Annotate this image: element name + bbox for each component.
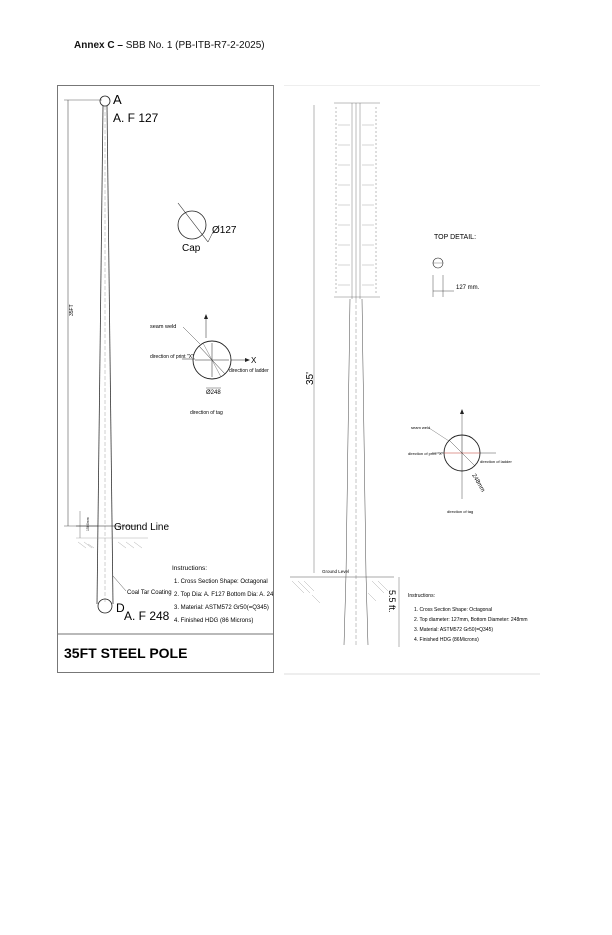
right-ladder-direction-label: direction of ladder: [480, 459, 512, 464]
right-instruction-item-1: 1. Cross Section Shape: Octagonal: [414, 607, 493, 613]
ground-level-label: Ground Level: [322, 569, 350, 574]
page-header: [74, 40, 265, 51]
right-instruction-item-3: 3. Material: ASTM572 Gr50(=Q345): [414, 627, 494, 633]
section-diameter-label: Ø248: [206, 390, 221, 396]
reference-number: SBB No. 1 (PB-ITB-R7-2-2025): [125, 40, 265, 51]
ground-line-label: Ground Line: [114, 522, 170, 533]
right-tag-arrow-head: [460, 409, 464, 414]
annex-label: Annex C: [74, 40, 115, 51]
right-instructions-title: Instructions:: [408, 593, 435, 599]
x-axis-label: X: [251, 356, 257, 365]
right-seam-weld-leader: [429, 428, 449, 441]
bottom-point-label: D: [116, 601, 125, 615]
right-seam-weld-label: seam weld: [411, 425, 431, 430]
cap-circle: [178, 211, 206, 239]
instruction-item-1: 1. Cross Section Shape: Octagonal: [174, 579, 268, 585]
right-instruction-item-2: 2. Top diameter: 127mm, Bottom Diameter: 248mm: [414, 617, 528, 623]
right-drawing-canvas: [284, 85, 540, 675]
pole-lower-shaft: [344, 299, 368, 645]
tag-direction-label: direction of tag: [190, 410, 223, 416]
pole-left-edge: [97, 106, 103, 604]
right-soil-hatching: [292, 581, 388, 603]
drawing-title: 35FT STEEL POLE: [64, 645, 188, 661]
cap-diameter-label: Ø127: [212, 225, 237, 236]
coating-label: Coal Tar Coating: [127, 590, 172, 596]
ladder-direction-label: direction of ladder: [229, 368, 269, 374]
top-detail-dim-label: 127 mm.: [456, 285, 480, 291]
seam-weld-leader: [183, 327, 200, 344]
left-drawing-canvas: [58, 86, 273, 672]
bottom-diameter-label: A. F 248: [124, 609, 170, 623]
seam-weld-label: seam weld: [150, 324, 177, 330]
right-tag-direction-label: direction of tag: [447, 509, 474, 514]
top-diameter-label: A. F 127: [113, 111, 159, 125]
print-direction-label: direction of print "X": [150, 354, 194, 360]
right-embed-dim-label: 5.5 ft.: [387, 590, 397, 613]
right-print-direction-label: direction of print "X": [408, 451, 444, 456]
instruction-item-2: 2. Top Dia: A. F127 Bottom Dia: A. 248: [174, 592, 273, 598]
left-pole-drawing: [57, 85, 274, 673]
tag-arrow-head: [204, 314, 208, 319]
x-axis-arrow-head: [245, 358, 250, 362]
top-detail-title: TOP DETAIL:: [434, 234, 477, 241]
pole-upper-segment: [334, 103, 380, 299]
right-pole-drawing: [284, 85, 540, 675]
pole-right-edge: [107, 106, 113, 604]
cap-diameter-line: [178, 203, 208, 242]
right-instruction-item-4: 4. Finished HDG (86Microns): [414, 637, 479, 643]
right-height-dim-label: 35': [305, 371, 316, 385]
height-dimension-label: 35FT: [69, 304, 75, 316]
annex-separator: –: [114, 40, 126, 51]
coating-leader: [113, 576, 126, 591]
instructions-title: Instructions:: [172, 565, 208, 572]
top-point-label: A: [113, 92, 122, 107]
instruction-item-4: 4. Finished HDG (86 Microns): [174, 618, 254, 624]
top-point-circle: [100, 96, 110, 106]
right-section-dim-label: 248mm: [470, 473, 486, 494]
embed-dim-label: 1500mm: [86, 517, 90, 531]
cap-label: Cap: [182, 243, 201, 254]
instruction-item-3: 3. Material: ASTM572 Gr50(=Q345): [174, 605, 269, 611]
